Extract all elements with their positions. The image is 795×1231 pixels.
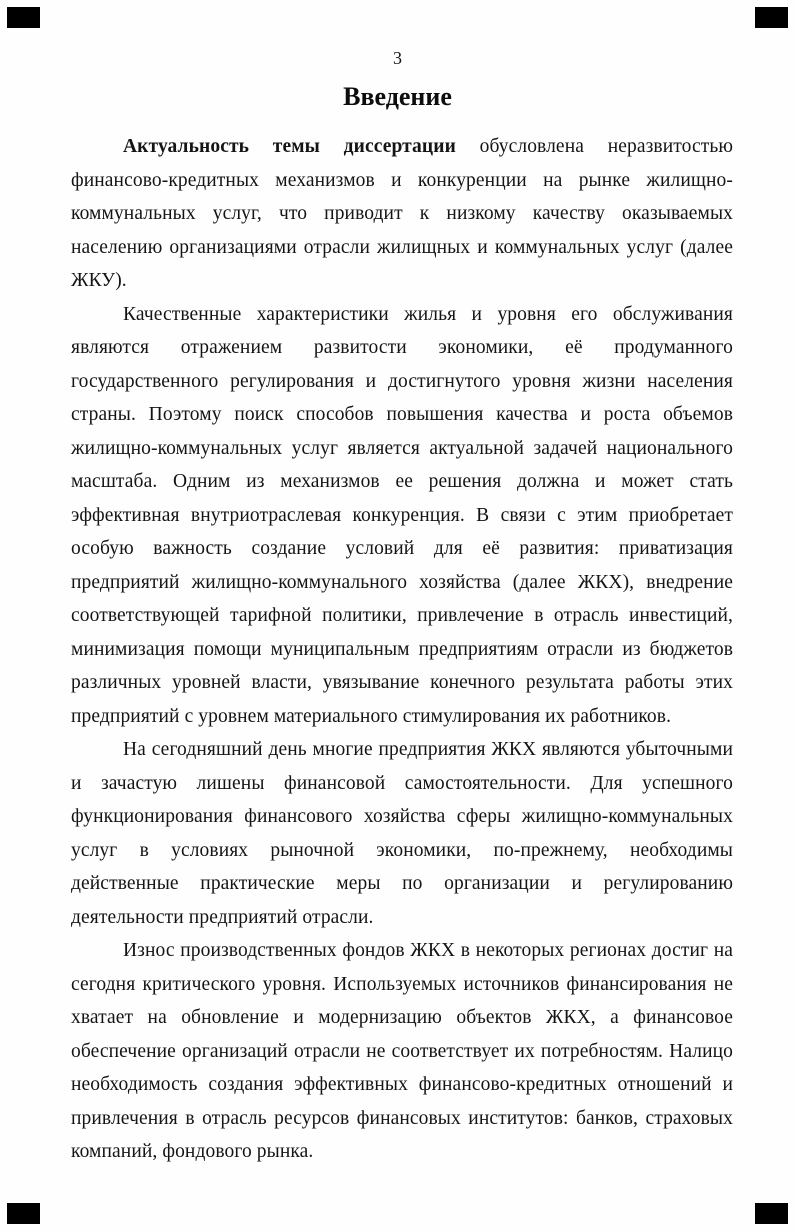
paragraph-1-bold-lead: Актуальность темы диссертации xyxy=(123,136,456,157)
page-title: Введение xyxy=(343,82,452,111)
page-number: 3 xyxy=(393,48,402,68)
scan-mark-top-right xyxy=(755,7,788,28)
paragraph-1 xyxy=(71,130,733,298)
paragraph-3 xyxy=(71,733,733,934)
paragraph-1-text: обусловлена неразвитостью финансово-кредитных механизмов и конкуренции на рынке жилищно-коммунальных услуг, что приводит к низкому качеству оказываемых населению организациями отрасли жилищных и коммунальных услуг (далее ЖКУ). xyxy=(71,136,733,291)
paragraph-2 xyxy=(71,298,733,734)
document-body xyxy=(71,130,733,1169)
paragraph-2-text: Качественные характеристики жилья и уровня его обслуживания являются отражением развитости экономики, её продуманного государственного регулирования и достигнутого уровня жизни населения страны. Поэтому поиск способов повышения качества и роста объемов жилищно-коммунальных услуг является актуальной задачей национального масштаба. Одним из механизмов ее решения должна и может стать эффективная внутриотраслевая конкуренция. В связи с этим приобретает особую важность создание условий для её развития: приватизация предприятий жилищно-коммунального хозяйства (далее ЖКХ), внедрение соответствующей тарифной политики, привлечение в отрасль инвестиций, минимизация помощи муниципальным предприятиям отрасли из бюджетов различных уровней власти, увязывание конечного результата работы этих предприятий с уровнем материального стимулирования их работников. xyxy=(71,303,733,727)
paragraph-4-text: Износ производственных фондов ЖКХ в некоторых регионах достиг на сегодня критического уровня. Используемых источников финансирования не хватает на обновление и модернизацию объектов ЖКХ, а финансовое обеспечение организаций отрасли не соответствует их потребностям. Налицо необходимость создания эффективных финансово-кредитных отношений и привлечения в отрасль ресурсов финансовых институтов: банков, страховых компаний, фондового рынка. xyxy=(71,940,733,1162)
paragraph-3-text: На сегодняшний день многие предприятия ЖКХ являются убыточными и зачастую лишены финансовой самостоятельности. Для успешного функционирования финансового хозяйства сферы жилищно-коммунальных услуг в условиях рыночной экономики, по-прежнему, необходимы действенные практические меры по организации и регулированию деятельности предприятий отрасли. xyxy=(71,739,733,928)
scan-mark-bottom-left xyxy=(7,1203,40,1224)
scan-mark-bottom-right xyxy=(755,1203,788,1224)
paragraph-4 xyxy=(71,934,733,1169)
scan-mark-top-left xyxy=(7,7,40,28)
